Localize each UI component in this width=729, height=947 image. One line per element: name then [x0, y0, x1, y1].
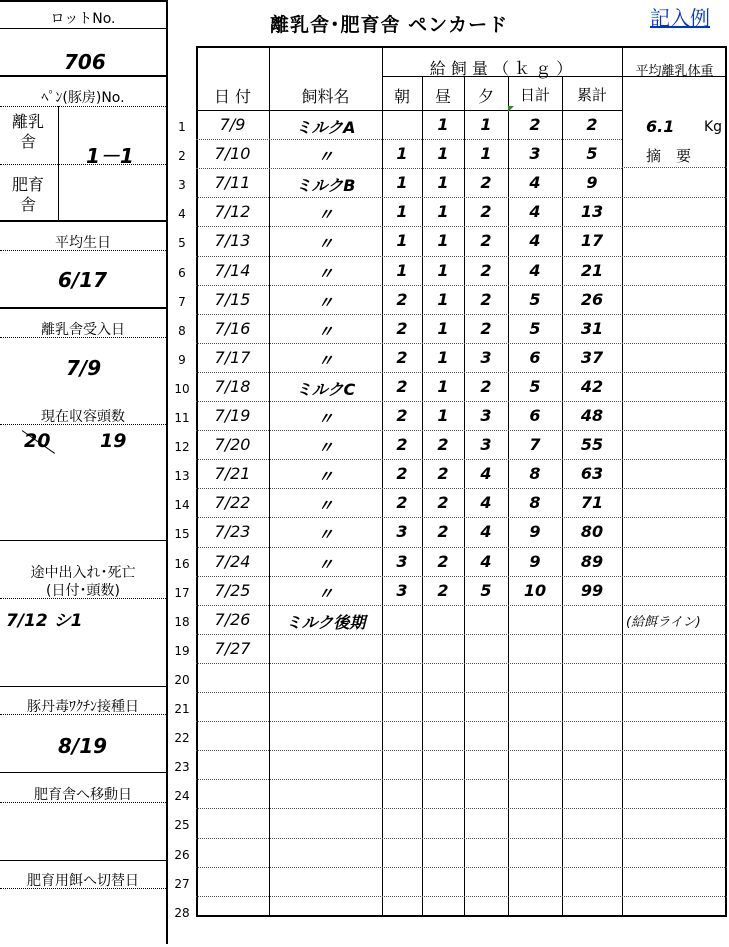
row-divider: [622, 750, 727, 751]
noon-cell: 1: [437, 173, 449, 192]
movement-label: 途中出入れ･死亡: [30, 565, 136, 581]
weaning-pen-value: 1－1: [86, 144, 134, 168]
date-cell: 7/9: [219, 115, 246, 134]
date-cell: 7/17: [214, 348, 251, 367]
evening-cell: 2: [480, 173, 492, 192]
move-fattening-label: 肥育舎へ移動日: [34, 787, 132, 803]
noon-cell: 1: [437, 144, 449, 163]
evening-cell: 2: [480, 202, 492, 221]
row-number: 16: [174, 557, 190, 571]
lot-value: 706: [64, 50, 106, 74]
daily-cell: 4: [529, 261, 541, 280]
morning-cell: 1: [396, 261, 408, 280]
evening-cell: 4: [480, 493, 492, 512]
row-number: 9: [178, 353, 186, 367]
morning-cell: 2: [396, 319, 408, 338]
date-cell: 7/23: [214, 522, 251, 541]
row-number: 1: [178, 120, 186, 134]
date-cell: 7/13: [214, 231, 251, 250]
feed-cell: 〃: [317, 293, 334, 312]
evening-cell: 2: [480, 377, 492, 396]
morning-cell: 2: [396, 377, 408, 396]
divider: [0, 75, 166, 77]
feed-cell: 〃: [317, 467, 334, 486]
row-number: 3: [178, 178, 186, 192]
row-divider: [622, 605, 727, 606]
date-cell: 7/16: [214, 319, 251, 338]
cumulative-cell: 2: [586, 115, 598, 134]
evening-cell: 4: [480, 552, 492, 571]
evening-cell: 3: [480, 406, 492, 425]
movement-value: 7/12 シ1: [6, 611, 83, 631]
divider: [0, 164, 166, 165]
evening-cell: 5: [480, 581, 492, 600]
divider: [0, 337, 166, 338]
cumulative-cell: 21: [580, 261, 604, 280]
date-cell: 7/20: [214, 435, 251, 454]
row-number: 18: [174, 615, 190, 629]
divider: [0, 424, 166, 425]
row-number: 17: [174, 586, 190, 600]
avg-birth-label: 平均生日: [55, 235, 111, 251]
morning-cell: 3: [396, 581, 408, 600]
daily-cell: 4: [529, 173, 541, 192]
row-number: 20: [174, 673, 190, 687]
row-divider: [622, 226, 727, 227]
noon-cell: 1: [437, 231, 449, 250]
noon-cell: 1: [437, 202, 449, 221]
date-cell: 7/18: [214, 377, 251, 396]
switch-feed-label: 肥育用餌へ切替日: [27, 873, 139, 889]
lot-label: ロットNo.: [50, 11, 116, 27]
divider: [0, 250, 166, 251]
cumulative-cell: 31: [580, 319, 604, 338]
cumulative-cell: 13: [580, 202, 604, 221]
row-divider: [622, 401, 727, 402]
daily-cell: 6: [529, 406, 541, 425]
row-number: 23: [174, 760, 190, 774]
daily-cell: 8: [529, 464, 541, 483]
row-divider: [622, 517, 727, 518]
weight-value: 6.1: [646, 117, 675, 136]
pen-label: ﾍﾟﾝ(豚房)No.: [41, 90, 125, 106]
daily-cell: 4: [529, 231, 541, 250]
daily-cell: 6: [529, 348, 541, 367]
evening-cell: 1: [480, 115, 492, 134]
date-cell: 7/25: [214, 581, 251, 600]
morning-cell: 3: [396, 522, 408, 541]
divider: [0, 686, 166, 687]
amount-header: 給 飼 量 （ ｋ ｇ ）: [429, 59, 573, 78]
divider: [0, 540, 166, 541]
row-number: 12: [174, 440, 190, 454]
row-divider: [622, 721, 727, 722]
feed-cell: 〃: [317, 409, 334, 428]
row-divider: [622, 692, 727, 693]
corner-marker: [508, 106, 514, 112]
vaccine-label: 豚丹毒ﾜｸﾁﾝ接種日: [27, 699, 139, 715]
row-divider: [622, 838, 727, 839]
evening-cell: 3: [480, 348, 492, 367]
daily-cell: 10: [523, 581, 547, 600]
divider: [0, 888, 166, 889]
morning-cell: 2: [396, 435, 408, 454]
row-divider: [622, 256, 727, 257]
row-divider: [622, 808, 727, 809]
row-divider: [622, 343, 727, 344]
row-number: 25: [174, 818, 190, 832]
morning-cell: 2: [396, 348, 408, 367]
morning-cell: 1: [396, 144, 408, 163]
feed-cell: 〃: [317, 584, 334, 603]
morning-cell: 2: [396, 290, 408, 309]
date-cell: 7/27: [214, 639, 251, 658]
feed-cell: 〃: [317, 496, 334, 515]
feed-cell: ミルクA: [295, 118, 356, 137]
cumulative-header: 累計: [576, 86, 607, 104]
feed-line-note: (給餌ライン): [626, 615, 701, 630]
noon-cell: 2: [437, 493, 449, 512]
evening-cell: 2: [480, 261, 492, 280]
cumulative-cell: 55: [580, 435, 604, 454]
feed-cell: ミルク後期: [285, 613, 366, 632]
cumulative-cell: 5: [586, 144, 598, 163]
left-panel: [0, 0, 168, 944]
row-number: 7: [178, 295, 186, 309]
cumulative-cell: 71: [580, 493, 604, 512]
cumulative-cell: 89: [580, 552, 604, 571]
header-divider: [196, 110, 622, 111]
date-cell: 7/12: [214, 202, 251, 221]
morning-cell: 3: [396, 552, 408, 571]
noon-cell: 2: [437, 552, 449, 571]
cumulative-cell: 99: [580, 581, 604, 600]
row-number: 14: [174, 498, 190, 512]
evening-cell: 1: [480, 144, 492, 163]
feed-header: 飼料名: [301, 87, 350, 106]
date-cell: 7/15: [214, 290, 251, 309]
date-cell: 7/22: [214, 493, 251, 512]
row-divider: [622, 488, 727, 489]
row-number: 15: [174, 527, 190, 541]
feed-cell: ミルクC: [295, 380, 356, 399]
divider: [0, 220, 166, 222]
divider: [0, 860, 166, 861]
row-number: 28: [174, 906, 190, 920]
current-count-old: 20: [24, 430, 51, 452]
daily-cell: 2: [529, 115, 541, 134]
row-number: 19: [174, 644, 190, 658]
row-divider: [622, 547, 727, 548]
cumulative-cell: 17: [580, 231, 604, 250]
row-number: 10: [174, 382, 190, 396]
row-divider: [622, 314, 727, 315]
row-number: 27: [174, 877, 190, 891]
date-cell: 7/11: [214, 173, 251, 192]
noon-cell: 1: [437, 115, 449, 134]
noon-cell: 1: [437, 290, 449, 309]
weaning-receive-value: 7/9: [66, 356, 102, 380]
date-cell: 7/21: [214, 464, 251, 483]
row-divider: [622, 867, 727, 868]
daily-cell: 9: [529, 552, 541, 571]
row-number: 26: [174, 848, 190, 862]
cumulative-cell: 48: [580, 406, 604, 425]
feed-cell: 〃: [317, 322, 334, 341]
row-number: 6: [178, 266, 186, 280]
noon-cell: 2: [437, 435, 449, 454]
row-divider: [622, 372, 727, 373]
summary-label: 摘 要: [646, 147, 692, 165]
divider: [0, 106, 166, 107]
movement-sublabel: (日付･頭数): [46, 583, 120, 599]
row-number: 4: [178, 207, 186, 221]
row-divider: [622, 576, 727, 577]
row-divider: [622, 634, 727, 635]
feed-cell: 〃: [317, 555, 334, 574]
vaccine-value: 8/19: [58, 734, 108, 758]
noon-cell: 1: [437, 377, 449, 396]
daily-cell: 4: [529, 202, 541, 221]
column-divider: [622, 46, 623, 917]
current-count-new: 19: [100, 430, 127, 452]
daily-cell: 5: [529, 290, 541, 309]
evening-cell: 2: [480, 290, 492, 309]
noon-cell: 1: [437, 319, 449, 338]
morning-cell: 1: [396, 202, 408, 221]
feed-cell: 〃: [317, 438, 334, 457]
weaning-label: 離乳舎: [11, 112, 44, 151]
daily-cell: 8: [529, 493, 541, 512]
feed-cell: 〃: [317, 264, 334, 283]
noon-cell: 2: [437, 581, 449, 600]
evening-cell: 2: [480, 319, 492, 338]
noon-header: 昼: [434, 87, 451, 106]
evening-header: 夕: [477, 87, 494, 106]
avg-birth-value: 6/17: [58, 268, 108, 292]
page-title: 離乳舎･肥育舎 ペンカード: [270, 14, 509, 36]
daily-cell: 9: [529, 522, 541, 541]
divider: [0, 772, 166, 773]
row-divider: [622, 430, 727, 431]
morning-cell: 1: [396, 231, 408, 250]
row-number: 11: [174, 411, 190, 425]
feed-cell: 〃: [317, 234, 334, 253]
row-number: 22: [174, 731, 190, 745]
row-number: 13: [174, 469, 190, 483]
evening-cell: 2: [480, 231, 492, 250]
morning-cell: 2: [396, 406, 408, 425]
noon-cell: 1: [437, 261, 449, 280]
noon-cell: 2: [437, 522, 449, 541]
row-divider: [622, 663, 727, 664]
evening-cell: 4: [480, 522, 492, 541]
row-divider: [622, 779, 727, 780]
row-divider: [622, 167, 727, 168]
date-header: 日 付: [213, 87, 252, 106]
feed-cell: 〃: [317, 525, 334, 544]
cumulative-cell: 80: [580, 522, 604, 541]
morning-header: 朝: [393, 87, 410, 106]
cumulative-cell: 26: [580, 290, 604, 309]
evening-cell: 4: [480, 464, 492, 483]
date-cell: 7/24: [214, 552, 251, 571]
date-cell: 7/26: [214, 610, 251, 629]
feed-cell: 〃: [317, 205, 334, 224]
cumulative-cell: 37: [580, 348, 604, 367]
cumulative-cell: 63: [580, 464, 604, 483]
feed-cell: 〃: [317, 147, 334, 166]
fattening-label: 肥育舎: [11, 175, 44, 214]
daily-cell: 3: [529, 144, 541, 163]
row-number: 8: [178, 324, 186, 338]
current-count-label: 現在収容頭数: [41, 409, 125, 425]
weight-header: 平均離乳体重: [635, 64, 714, 79]
noon-cell: 1: [437, 348, 449, 367]
divider: [0, 714, 166, 715]
morning-cell: 1: [396, 173, 408, 192]
row-number: 5: [178, 236, 186, 250]
weaning-receive-label: 離乳舎受入日: [41, 322, 125, 338]
divider: [0, 28, 166, 29]
feed-cell: ミルクB: [295, 176, 356, 195]
evening-cell: 3: [480, 435, 492, 454]
divider: [0, 307, 166, 309]
divider: [0, 598, 166, 599]
divider: [0, 0, 166, 2]
row-divider: [196, 168, 622, 169]
row-divider: [622, 459, 727, 460]
daily-cell: 5: [529, 319, 541, 338]
row-divider: [622, 896, 727, 897]
row-divider: [196, 139, 622, 140]
morning-cell: 2: [396, 493, 408, 512]
date-cell: 7/19: [214, 406, 251, 425]
daily-header: 日計: [519, 86, 550, 104]
row-number: 21: [174, 702, 190, 716]
noon-cell: 1: [437, 406, 449, 425]
daily-cell: 7: [529, 435, 541, 454]
daily-cell: 5: [529, 377, 541, 396]
example-link[interactable]: 記入例: [650, 6, 710, 30]
cumulative-cell: 9: [586, 173, 598, 192]
date-cell: 7/10: [214, 144, 251, 163]
divider: [0, 802, 166, 803]
weight-unit: Kg: [704, 119, 723, 135]
noon-cell: 2: [437, 464, 449, 483]
row-number: 24: [174, 789, 190, 803]
feed-cell: 〃: [317, 351, 334, 370]
cumulative-cell: 42: [580, 377, 604, 396]
row-divider: [622, 285, 727, 286]
morning-cell: 2: [396, 464, 408, 483]
date-cell: 7/14: [214, 261, 251, 280]
row-divider: [622, 197, 727, 198]
row-number: 2: [178, 149, 186, 163]
